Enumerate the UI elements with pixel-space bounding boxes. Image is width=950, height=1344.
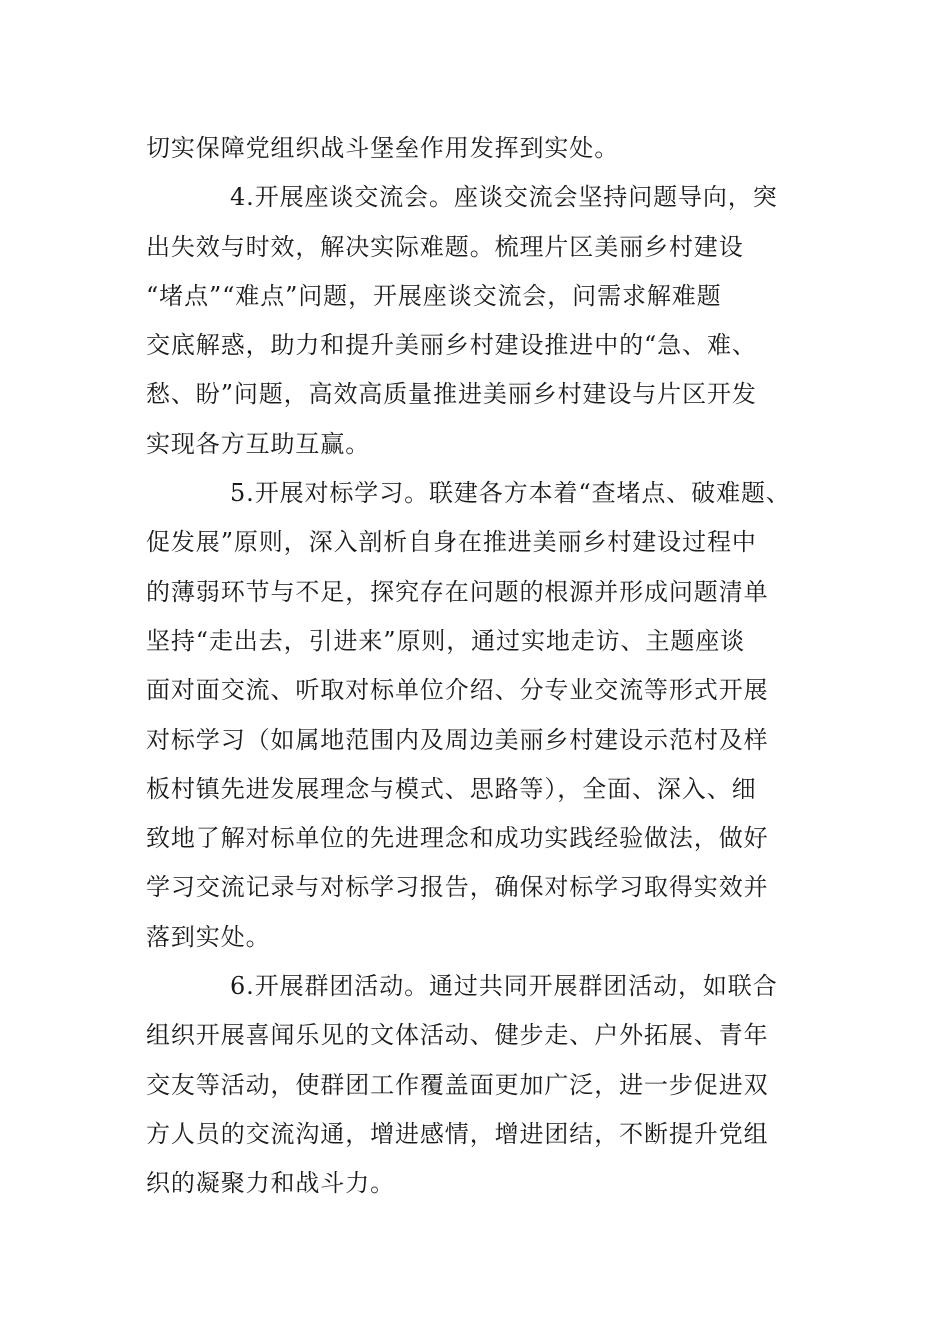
paragraph-5-line: 板村镇先进发展理念与模式、思路等），全面、深入、细 bbox=[146, 774, 757, 803]
paragraph-5-line: 学习交流记录与对标学习报告，确保对标学习取得实效并 bbox=[146, 873, 769, 902]
paragraph-6-heading-line: 6.开展群团活动。通过共同开展群团活动，如联合 bbox=[230, 972, 778, 1001]
paragraph-4-line: 出失效与时效，解决实际难题。梳理片区美丽乡村建设 bbox=[146, 232, 744, 261]
paragraph-4-line: “堵点”“难点”问题，开展座谈交流会，问需求解难题 bbox=[146, 281, 722, 310]
paragraph-5-heading-line: 5.开展对标学习。联建各方本着“查堵点、破难题、 bbox=[230, 479, 791, 508]
paragraph-5-line: 面对面交流、听取对标单位介绍、分专业交流等形式开展 bbox=[146, 676, 769, 705]
paragraph-4-heading-line: 4.开展座谈交流会。座谈交流会坚持问题导向，突 bbox=[230, 183, 778, 212]
paragraph-4-line: 愁、盼”问题，高效高质量推进美丽乡村建设与片区开发 bbox=[146, 380, 757, 409]
paragraph-4-line: 实现各方互助互赢。 bbox=[146, 429, 371, 458]
paragraph-5-line: 落到实处。 bbox=[146, 922, 271, 951]
document-body bbox=[146, 124, 806, 1209]
paragraph-5-line: 促发展”原则，深入剖析自身在推进美丽乡村建设过程中 bbox=[146, 528, 757, 557]
paragraph-continuation-line: 切实保障党组织战斗堡垒作用发挥到实处。 bbox=[146, 134, 620, 162]
paragraph-6-line: 组织开展喜闻乐见的文体活动、健步走、户外拓展、青年 bbox=[146, 1021, 769, 1050]
paragraph-6-line: 织的凝聚力和战斗力。 bbox=[146, 1169, 395, 1198]
paragraph-5-line: 的薄弱环节与不足，探究存在问题的根源并形成问题清单 bbox=[146, 577, 769, 606]
paragraph-5-line: 坚持“走出去，引进来”原则，通过实地走访、主题座谈 bbox=[146, 626, 746, 655]
paragraph-6-line: 交友等活动，使群团工作覆盖面更加广泛，进一步促进双 bbox=[146, 1070, 769, 1099]
paragraph-5-line: 致地了解对标单位的先进理念和成功实践经验做法，做好 bbox=[146, 824, 769, 853]
paragraph-6-line: 方人员的交流沟通，增进感情，增进团结，不断提升党组 bbox=[146, 1119, 769, 1148]
paragraph-5-line: 对标学习（如属地范围内及周边美丽乡村建设示范村及样 bbox=[146, 725, 769, 754]
paragraph-4-line: 交底解惑，助力和提升美丽乡村建设推进中的“急、难、 bbox=[146, 331, 757, 360]
